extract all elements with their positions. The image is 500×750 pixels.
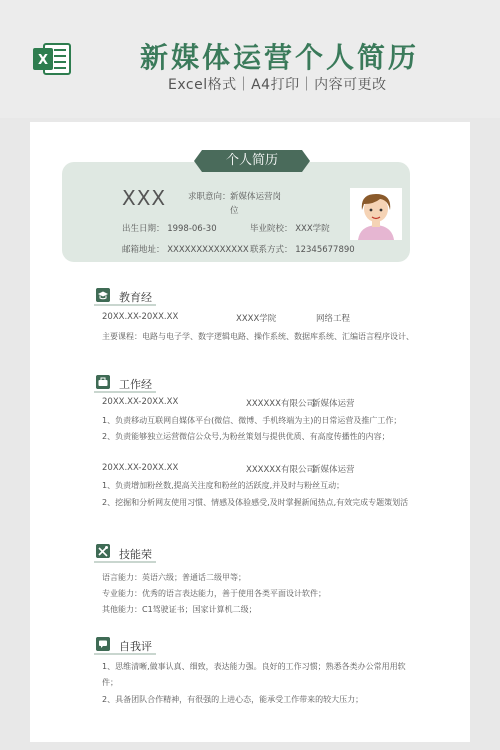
avatar (350, 188, 402, 240)
work-1-title: 新媒体运营 (312, 399, 355, 409)
tools-icon (96, 544, 110, 558)
job-intent-line2: 位 (230, 206, 239, 216)
candidate-name: XXX (122, 186, 167, 210)
job-intent-line1: 新媒体运营岗 (230, 192, 282, 202)
graduate-school: 毕业院校： XXX学院 (250, 224, 330, 234)
birth-date: 出生日期： 1998-06-30 (122, 224, 217, 234)
education-major: 网络工程 (316, 314, 351, 324)
work-1-item-2: 2、负责能够独立运营微信公众号,为粉丝策划与提供优质、有高度传播性的内容； (102, 432, 390, 441)
education-date: 20XX.XX-20XX.XX (102, 312, 179, 322)
work-underline (94, 391, 156, 393)
work-1-item-1: 1、负责移动互联网自媒体平台(微信、微博、手机终端为主)的日常运营及推广工作； (102, 416, 402, 425)
skills-item-3: 其他能力：C1驾驶证书；国家计算机二级； (102, 605, 257, 614)
education-heading: 教育经 (119, 291, 152, 304)
work-1-company: XXXXXX有限公司 (246, 399, 315, 409)
email-address: 邮箱地址： XXXXXXXXXXXXXX (122, 245, 249, 255)
work-2-date: 20XX.XX-20XX.XX (102, 463, 179, 473)
work-2-item-1: 1、负责增加粉丝数,提高关注度和粉丝的活跃度,并及时与粉丝互动； (102, 481, 345, 490)
graduation-cap-icon (96, 288, 110, 302)
header-banner (0, 0, 500, 118)
education-underline (94, 304, 156, 306)
skills-underline (94, 561, 156, 563)
self-evaluation-heading: 自我评 (119, 640, 152, 653)
skills-heading: 技能荣 (119, 548, 152, 561)
education-courses: 主要课程：电路与电子学、数字逻辑电路、操作系统、数据库系统、汇编语言程序设计、 (102, 332, 414, 341)
self-evaluation-item-2: 2、具备团队合作精神，有很强的上进心态，能承受工作带来的较大压力； (102, 695, 364, 704)
briefcase-icon (96, 375, 110, 389)
page-title: 新媒体运营个人简历 (140, 41, 420, 74)
work-heading: 工作经 (119, 378, 152, 391)
self-evaluation-underline (94, 653, 156, 655)
education-school: XXXX学院 (236, 314, 277, 324)
work-2-title: 新媒体运营 (312, 465, 355, 475)
work-1-date: 20XX.XX-20XX.XX (102, 397, 179, 407)
skills-item-2: 专业能力：优秀的语言表达能力，善于使用各类平面设计软件； (102, 589, 326, 598)
job-intent-label: 求职意向： (188, 192, 231, 202)
page-subtitle: Excel格式｜A4打印｜内容可更改 (168, 77, 387, 93)
skills-item-1: 语言能力：英语六级；普通话二级甲等； (102, 573, 246, 582)
excel-icon (32, 42, 72, 76)
phone-number: 联系方式： 12345677890 (250, 245, 355, 255)
self-evaluation-item-1b: 件； (102, 678, 118, 687)
svg-text:X: X (37, 53, 49, 68)
self-evaluation-item-1: 1、思维清晰,做事认真、细致，表达能力强。良好的工作习惯；熟悉各类办公常用用软 (102, 662, 406, 671)
comment-icon (96, 637, 110, 651)
work-2-item-2: 2、挖掘和分析网友使用习惯、情感及体验感受,及时掌握新闻热点,有效完成专题策划活 (102, 498, 409, 507)
profile-card-tab: 个人简历 (202, 150, 302, 172)
work-2-company: XXXXXX有限公司 (246, 465, 315, 475)
